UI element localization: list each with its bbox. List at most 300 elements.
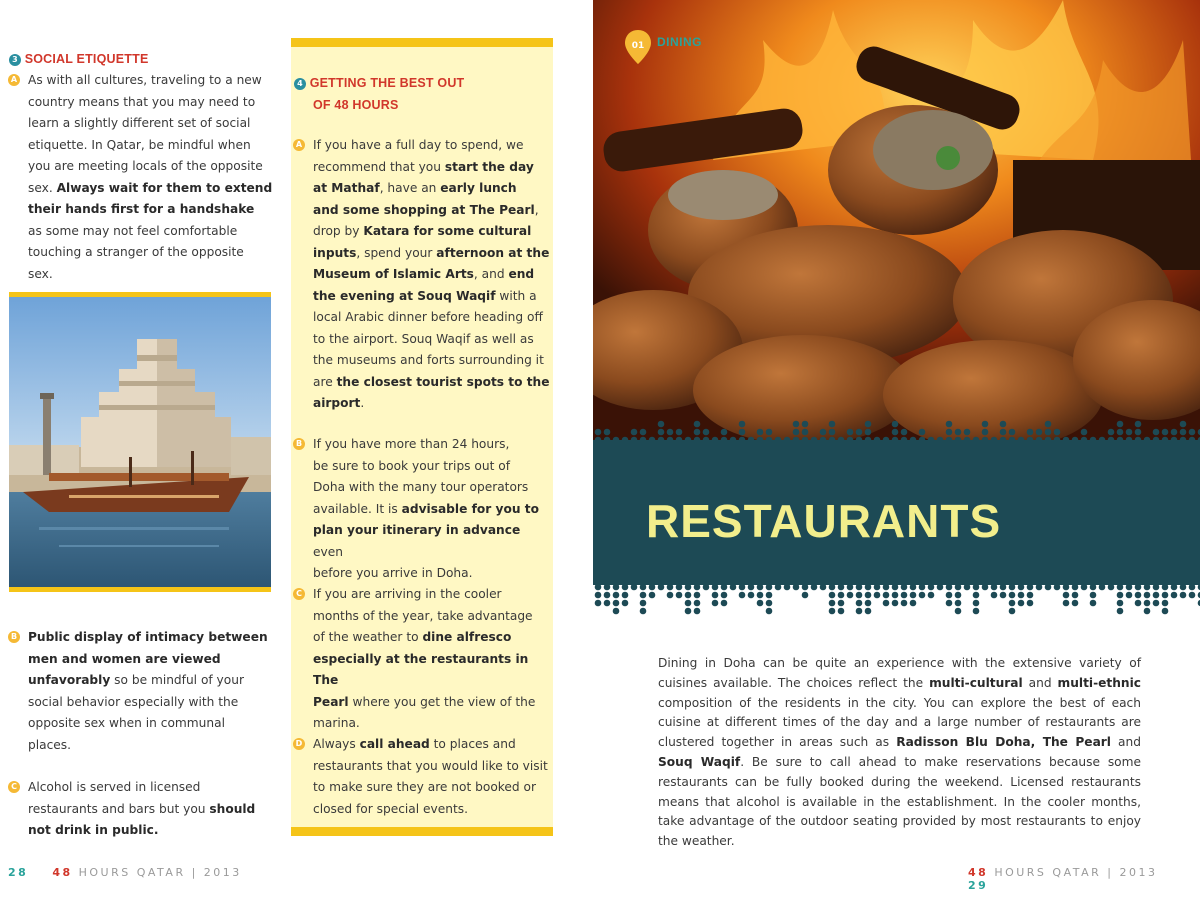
text-line: country means that you may need to xyxy=(28,94,256,109)
pattern-dot xyxy=(1108,584,1115,591)
bold-run: start the day xyxy=(444,159,534,174)
pattern-dot xyxy=(1027,584,1034,591)
text-line: months of the year, take advantage xyxy=(313,608,533,623)
pattern-dot xyxy=(847,592,854,599)
item-letter-badge: C xyxy=(8,781,20,793)
text-run: so be mindful of your xyxy=(110,673,244,687)
pattern-dot xyxy=(613,584,620,591)
pattern-dot xyxy=(766,584,773,591)
text-line: social behavior especially with the xyxy=(28,694,239,709)
tips-item-a xyxy=(295,135,551,415)
pattern-dot xyxy=(649,592,656,599)
pattern-dot xyxy=(1054,429,1061,436)
pattern-dot xyxy=(982,584,989,591)
pattern-dot xyxy=(865,600,872,607)
section-heading xyxy=(9,52,149,66)
pattern-dot xyxy=(649,584,656,591)
category-label: DINING xyxy=(657,35,702,49)
bold-run: men and women are viewed xyxy=(28,651,221,666)
pattern-dot xyxy=(1045,421,1052,428)
pattern-dot xyxy=(1162,429,1169,436)
pattern-dot xyxy=(1189,584,1196,591)
pattern-dot xyxy=(694,608,701,615)
pattern-dot xyxy=(874,584,881,591)
pattern-dot xyxy=(1027,429,1034,436)
pattern-dot xyxy=(631,429,638,436)
pattern-dot xyxy=(802,584,809,591)
text-line xyxy=(28,199,278,221)
pattern-dot xyxy=(694,429,701,436)
pattern-dot xyxy=(973,600,980,607)
pattern-dot xyxy=(1153,600,1160,607)
pattern-dot xyxy=(748,584,755,591)
pattern-dot xyxy=(1063,584,1070,591)
pattern-dot xyxy=(838,600,845,607)
pattern-dot xyxy=(1063,592,1070,599)
pattern-dot xyxy=(856,608,863,615)
pattern-dot xyxy=(865,429,872,436)
pattern-dot xyxy=(856,584,863,591)
pattern-dot xyxy=(685,600,692,607)
text-line xyxy=(313,734,551,756)
tips-item-c xyxy=(296,584,551,735)
pattern-dot xyxy=(910,600,917,607)
bold-run: multi-ethnic xyxy=(1057,675,1141,690)
pattern-dot xyxy=(1162,608,1169,615)
pattern-dot xyxy=(1162,584,1169,591)
pattern-dot xyxy=(757,429,764,436)
pattern-dot xyxy=(766,608,773,615)
pattern-dot xyxy=(892,429,899,436)
pattern-dot xyxy=(829,429,836,436)
pattern-dot xyxy=(946,600,953,607)
pattern-dot xyxy=(703,429,710,436)
text-line xyxy=(313,520,551,563)
item-letter-badge: A xyxy=(8,74,20,86)
bold-run: multi-cultural xyxy=(929,675,1023,690)
text-line: places. xyxy=(28,737,72,752)
pattern-dot xyxy=(1180,584,1187,591)
pattern-dot xyxy=(604,592,611,599)
text-line: opposite sex when in communal xyxy=(28,716,225,730)
pattern-dot xyxy=(1117,584,1124,591)
text-run: , spend your xyxy=(356,245,437,260)
item-letter-badge: B xyxy=(293,438,305,450)
text-line: If you are arriving in the cooler xyxy=(313,587,502,601)
pattern-dot xyxy=(1000,584,1007,591)
bold-run: not drink in public. xyxy=(28,823,159,837)
text-run: , and xyxy=(473,267,509,281)
text-line xyxy=(28,820,278,842)
bold-run: advisable for you to xyxy=(401,501,539,516)
pattern-dot xyxy=(829,421,836,428)
text-line: If you have more than 24 hours, xyxy=(313,437,510,451)
pattern-dot xyxy=(1063,600,1070,607)
pattern-dot xyxy=(766,600,773,607)
pattern-dot xyxy=(1153,592,1160,599)
text-run: to places and xyxy=(429,737,516,751)
page-number: 29 xyxy=(968,879,989,892)
pattern-dot xyxy=(1189,592,1196,599)
pattern-dot xyxy=(622,592,629,599)
pattern-dot xyxy=(1117,592,1124,599)
text-line: local Arabic dinner before heading off xyxy=(313,310,543,324)
text-run: recommend that you xyxy=(313,159,445,174)
pattern-dot xyxy=(1018,584,1025,591)
pattern-dot xyxy=(955,429,962,436)
pattern-dot xyxy=(1126,429,1133,436)
pattern-dot xyxy=(955,608,962,615)
item-letter-badge: B xyxy=(8,631,20,643)
pattern-dot xyxy=(991,592,998,599)
pattern-dot xyxy=(1162,592,1169,599)
pattern-dot xyxy=(784,584,791,591)
page-title: RESTAURANTS xyxy=(646,495,1002,547)
etiquette-item-a xyxy=(10,70,278,285)
pattern-dot xyxy=(946,584,953,591)
bold-run: inputs xyxy=(313,245,357,260)
pattern-dot xyxy=(1009,600,1016,607)
text-line xyxy=(313,393,551,415)
pattern-dot xyxy=(1135,584,1142,591)
pattern-dot xyxy=(1135,600,1142,607)
bold-run: dine alfresco xyxy=(422,630,512,644)
bold-run: plan your itinerary in advance xyxy=(313,523,521,537)
pattern-dot xyxy=(739,584,746,591)
pattern-dot xyxy=(739,421,746,428)
text-line xyxy=(313,157,551,179)
pattern-dot xyxy=(901,592,908,599)
text-run: where you get the view of the xyxy=(348,694,536,709)
pattern-dot xyxy=(595,592,602,599)
pattern-dot xyxy=(1000,429,1007,436)
pattern-dot xyxy=(1018,600,1025,607)
pattern-dot xyxy=(901,584,908,591)
text-line: marina. xyxy=(313,716,360,730)
pattern-dot xyxy=(712,600,719,607)
text-run: available. It is xyxy=(313,501,402,516)
photo-bottom-bar xyxy=(9,587,271,592)
pattern-dot xyxy=(1036,584,1043,591)
pattern-dot xyxy=(703,584,710,591)
bold-run: call ahead xyxy=(359,737,430,751)
text-run: drop by xyxy=(313,224,364,238)
pattern-dot xyxy=(712,584,719,591)
pattern-dot xyxy=(820,584,827,591)
pattern-dot xyxy=(1117,600,1124,607)
pattern-dot xyxy=(1189,429,1196,436)
text-line xyxy=(28,627,278,649)
text-run: Always xyxy=(313,737,360,751)
pattern-dot xyxy=(829,592,836,599)
text-line: etiquette. In Qatar, be mindful when xyxy=(28,137,251,152)
pattern-dot xyxy=(892,584,899,591)
pattern-dot xyxy=(658,429,665,436)
location-pin-icon xyxy=(625,30,651,66)
panel-bottom-bar xyxy=(291,827,553,836)
text-line: As with all cultures, traveling to a new xyxy=(28,73,262,87)
brand-text: HOURS QATAR | 2013 xyxy=(994,866,1158,879)
pattern-dot xyxy=(595,429,602,436)
pattern-dot xyxy=(721,600,728,607)
pattern-dot xyxy=(721,429,728,436)
pattern-dot xyxy=(865,608,872,615)
text-line: as some may not feel comfortable xyxy=(28,223,238,238)
text-line: sex. xyxy=(28,266,53,281)
pattern-dot xyxy=(1090,600,1097,607)
pattern-dot xyxy=(613,592,620,599)
pattern-dot xyxy=(847,584,854,591)
pattern-dot xyxy=(1171,592,1178,599)
text-run: and xyxy=(1022,675,1058,690)
pattern-dot xyxy=(1117,421,1124,428)
text-line: closed for special events. xyxy=(313,801,468,816)
text-run: . xyxy=(360,396,365,410)
pattern-dot xyxy=(739,429,746,436)
pattern-dot xyxy=(757,584,764,591)
pattern-dot xyxy=(1162,600,1169,607)
pattern-dot xyxy=(685,592,692,599)
pattern-dot xyxy=(685,584,692,591)
panel-top-bar xyxy=(291,38,553,47)
pattern-dot xyxy=(1180,421,1187,428)
pattern-dot xyxy=(604,584,611,591)
pattern-dot xyxy=(667,429,674,436)
section-heading xyxy=(294,73,464,95)
pattern-dot xyxy=(1036,429,1043,436)
pattern-dot xyxy=(883,592,890,599)
pattern-dot xyxy=(730,584,737,591)
banner-top-dot-pattern xyxy=(593,410,1200,442)
text-run: . Be sure to call ahead to make reservations because some restaurants can be fully booked during the weekend. Licensed restaurants means that alcohol is available in the establishment. In the cooler months, take advantage of the outdoor seating provided by most restaurants to enjoy the weather. xyxy=(658,754,1142,849)
pattern-dot xyxy=(1144,600,1151,607)
pattern-dot xyxy=(811,584,818,591)
pattern-dot xyxy=(1117,608,1124,615)
section-title: GETTING THE BEST OUT xyxy=(309,76,465,90)
pattern-dot xyxy=(739,592,746,599)
pattern-dot xyxy=(901,600,908,607)
bold-run: early lunch xyxy=(440,181,517,195)
text-run: with a xyxy=(495,288,537,303)
etiquette-item-c xyxy=(11,777,278,842)
pattern-dot xyxy=(1072,600,1079,607)
text-line xyxy=(313,178,551,200)
bold-run: Public display of intimacy between xyxy=(28,630,268,644)
pattern-dot xyxy=(1180,592,1187,599)
museum-dhow-photo xyxy=(9,292,271,594)
pattern-dot xyxy=(595,584,602,591)
text-run: , xyxy=(534,202,539,217)
pattern-dot xyxy=(919,429,926,436)
pattern-dot xyxy=(1009,584,1016,591)
pattern-dot xyxy=(685,608,692,615)
bold-run: the evening at Souq Waqif xyxy=(313,288,496,303)
etiquette-item-b xyxy=(10,627,278,756)
text-run: restaurants and bars but you xyxy=(28,801,210,816)
bold-run: Always wait for them to extend xyxy=(56,180,273,195)
text-line: learn a slightly different set of social xyxy=(28,116,251,130)
pattern-dot xyxy=(1054,584,1061,591)
pattern-dot xyxy=(919,592,926,599)
pattern-dot xyxy=(1144,608,1151,615)
pattern-dot xyxy=(892,421,899,428)
pattern-dot xyxy=(883,584,890,591)
pattern-dot xyxy=(1000,421,1007,428)
text-line xyxy=(313,372,551,394)
text-line: to make sure they are not booked or xyxy=(313,780,536,794)
pattern-dot xyxy=(829,608,836,615)
pattern-dot xyxy=(820,429,827,436)
pattern-dot xyxy=(667,584,674,591)
section-title-line2: OF 48 HOURS xyxy=(313,98,399,112)
brand-48: 48 xyxy=(52,866,73,879)
left-footer xyxy=(8,866,242,879)
pattern-dot xyxy=(640,584,647,591)
pattern-dot xyxy=(946,592,953,599)
pattern-dot xyxy=(1072,592,1079,599)
pattern-dot xyxy=(991,584,998,591)
pattern-dot xyxy=(694,592,701,599)
pattern-dot xyxy=(694,600,701,607)
pattern-dot xyxy=(1090,592,1097,599)
pattern-dot xyxy=(973,584,980,591)
pattern-dot xyxy=(1153,584,1160,591)
pattern-dot xyxy=(1027,592,1034,599)
pattern-dot xyxy=(1180,429,1187,436)
museum-of-islamic-art-image xyxy=(9,297,271,587)
bold-run: Katara for some cultural xyxy=(363,224,532,238)
pattern-dot xyxy=(721,584,728,591)
text-run: are xyxy=(313,374,337,389)
text-run: and xyxy=(1111,735,1141,750)
pattern-dot xyxy=(757,592,764,599)
restaurants-paragraph xyxy=(658,654,1141,852)
pattern-dot xyxy=(829,600,836,607)
text-line xyxy=(313,499,551,521)
pattern-dot xyxy=(856,600,863,607)
pattern-dot xyxy=(910,584,917,591)
text-line xyxy=(313,200,551,222)
pattern-dot xyxy=(1126,592,1133,599)
pattern-dot xyxy=(1135,429,1142,436)
bold-run: and some shopping at The Pearl xyxy=(313,202,535,217)
text-run: sex. xyxy=(28,180,57,195)
text-line xyxy=(28,799,278,821)
pattern-dot xyxy=(757,600,764,607)
pattern-dot xyxy=(793,584,800,591)
bold-run: the closest tourist spots to the xyxy=(336,374,550,389)
text-line xyxy=(28,649,278,671)
pattern-dot xyxy=(865,592,872,599)
pattern-dot xyxy=(793,429,800,436)
pattern-dot xyxy=(838,584,845,591)
pattern-dot xyxy=(1045,429,1052,436)
text-line xyxy=(313,221,551,243)
pattern-dot xyxy=(622,584,629,591)
pattern-dot xyxy=(676,592,683,599)
text-run: Dining in Doha can be quite an experience with the extensive variety of cuisines available. The choices reflect the xyxy=(658,656,1141,690)
text-line: before you arrive in Doha. xyxy=(313,566,473,580)
item-letter-badge: D xyxy=(293,738,305,750)
right-footer xyxy=(968,866,1200,892)
pattern-dot xyxy=(694,421,701,428)
pattern-dot xyxy=(1144,584,1151,591)
pattern-dot xyxy=(1081,584,1088,591)
pattern-dot xyxy=(1072,584,1079,591)
pattern-dot xyxy=(1027,600,1034,607)
tag-number: 01 xyxy=(631,41,645,51)
pattern-dot xyxy=(640,608,647,615)
text-line xyxy=(313,627,551,649)
text-line xyxy=(28,670,278,692)
pattern-dot xyxy=(1090,584,1097,591)
pattern-dot xyxy=(613,608,620,615)
pattern-dot xyxy=(982,421,989,428)
pattern-dot xyxy=(1108,429,1115,436)
pattern-dot xyxy=(847,429,854,436)
pattern-dot xyxy=(775,584,782,591)
pattern-dot xyxy=(640,592,647,599)
text-line: restaurants that you would like to visit xyxy=(313,758,548,773)
pattern-dot xyxy=(1081,429,1088,436)
bold-run: Pearl xyxy=(313,694,349,709)
bold-run: should xyxy=(209,801,256,816)
pattern-dot xyxy=(1144,592,1151,599)
pattern-dot xyxy=(901,429,908,436)
pattern-dot xyxy=(865,421,872,428)
pattern-dot xyxy=(622,600,629,607)
banner-bottom-dot-pattern xyxy=(593,583,1200,623)
text-run: of the weather to xyxy=(313,630,423,644)
pattern-dot xyxy=(1009,429,1016,436)
pattern-dot xyxy=(640,600,647,607)
pattern-dot xyxy=(964,584,971,591)
pattern-dot xyxy=(946,421,953,428)
text-line xyxy=(313,649,551,692)
pattern-dot xyxy=(802,421,809,428)
pattern-dot xyxy=(1171,429,1178,436)
bold-run: afternoon at the xyxy=(436,245,550,260)
pattern-dot xyxy=(604,429,611,436)
bold-run: Souq Waqif xyxy=(658,754,741,769)
pattern-dot xyxy=(721,592,728,599)
pattern-dot xyxy=(892,592,899,599)
bold-run: Radisson Blu Doha, The Pearl xyxy=(896,735,1111,750)
pattern-dot xyxy=(919,584,926,591)
pattern-dot xyxy=(1135,592,1142,599)
pattern-dot xyxy=(838,608,845,615)
pattern-dot xyxy=(1045,584,1052,591)
pattern-dot xyxy=(865,584,872,591)
pattern-dot xyxy=(946,429,953,436)
text-run: even xyxy=(313,544,343,559)
pattern-dot xyxy=(1126,584,1133,591)
section-title: SOCIAL ETIQUETTE xyxy=(24,52,149,66)
bold-run: airport xyxy=(313,396,361,410)
text-line: be sure to book your trips out of xyxy=(313,458,510,473)
bold-run: end xyxy=(508,267,535,281)
text-line xyxy=(313,692,551,714)
brand-text: HOURS QATAR | 2013 xyxy=(78,866,242,879)
kibbeh-fire-photo xyxy=(593,0,1200,445)
section-number-badge: 4 xyxy=(294,78,306,90)
pattern-dot xyxy=(856,592,863,599)
pattern-dot xyxy=(613,600,620,607)
tips-item-d xyxy=(295,734,551,820)
text-line xyxy=(313,264,551,286)
pattern-dot xyxy=(1135,421,1142,428)
pattern-dot xyxy=(667,592,674,599)
